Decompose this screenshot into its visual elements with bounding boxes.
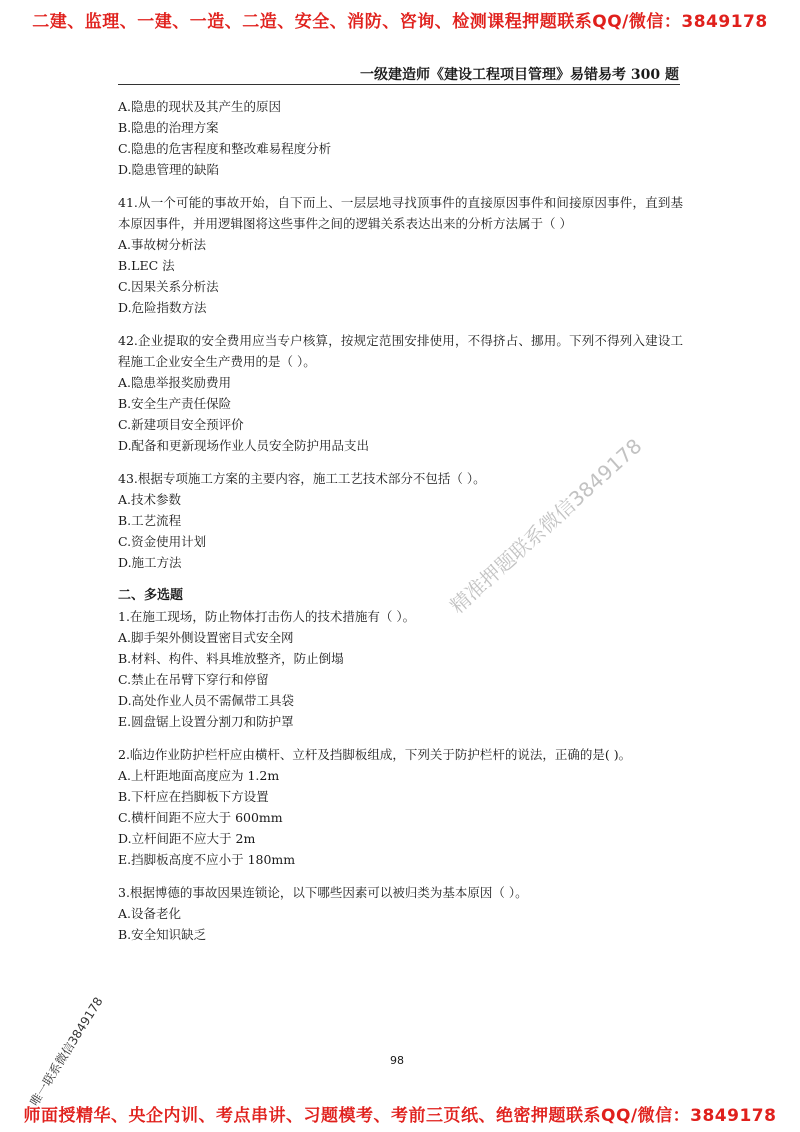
question-stem: 1.在施工现场，防止物体打击伤人的技术措施有（ ）。 [118, 609, 416, 624]
answer-option: D.高处作业人员不需佩带工具袋 [118, 693, 295, 708]
answer-option: A.隐患举报奖励费用 [118, 375, 232, 390]
question-block [118, 585, 683, 732]
answer-option: D.危险指数方法 [118, 300, 207, 315]
diagonal-watermark: 精准押题联系微信3849178 [445, 433, 647, 619]
question-block [118, 330, 683, 456]
answer-option: B.下杆应在挡脚板下方设置 [118, 789, 269, 804]
answer-option: C.禁止在吊臂下穿行和停留 [118, 672, 269, 687]
question-list [118, 96, 683, 945]
section-heading: 二、多选题 [118, 588, 184, 603]
answer-option: B.LEC 法 [118, 258, 175, 273]
question-stem: 3.根据博德的事故因果连锁论，以下哪些因素可以被归类为基本原因（ ）。 [118, 885, 528, 900]
answer-option: B.安全知识缺乏 [118, 927, 207, 942]
answer-option: D.隐患管理的缺陷 [118, 162, 220, 177]
page-header-title: 一级建造师《建设工程项目管理》易错易考 300 题 [360, 67, 679, 83]
answer-option: B.工艺流程 [118, 513, 182, 528]
header-divider [118, 84, 680, 85]
answer-option: E.挡脚板高度不应小于 180mm [118, 852, 296, 867]
answer-option: B.隐患的治理方案 [118, 120, 219, 135]
answer-option: D.施工方法 [118, 555, 182, 570]
top-contact-banner: 二建、监理、一建、一造、二造、安全、消防、咨询、检测课程押题联系QQ/微信：3849178 [32, 12, 768, 32]
answer-option: B.安全生产责任保险 [118, 396, 232, 411]
answer-option: A.设备老化 [118, 906, 182, 921]
question-stem: 41.从一个可能的事故开始，自下而上、一层层地寻找顶事件的直接原因事件和间接原因事件，直到基本原因事件，并用逻辑图将这些事件之间的逻辑关系表达出来的分析方法属于（ ） [118, 195, 683, 231]
question-stem: 2.临边作业防护栏杆应由横杆、立杆及挡脚板组成，下列关于防护栏杆的说法，正确的是( )。 [118, 747, 632, 762]
page-number: 98 [390, 1054, 404, 1067]
answer-option: B.材料、构件、料具堆放整齐，防止倒塌 [118, 651, 344, 666]
answer-option: A.脚手架外侧设置密目式安全网 [118, 630, 294, 645]
answer-option: D.配备和更新现场作业人员安全防护用品支出 [118, 438, 370, 453]
question-block [118, 96, 683, 180]
answer-option: C.资金使用计划 [118, 534, 207, 549]
question-stem: 43.根据专项施工方案的主要内容，施工工艺技术部分不包括（ ）。 [118, 471, 486, 486]
answer-option: C.隐患的危害程度和整改难易程度分析 [118, 141, 332, 156]
answer-option: C.新建项目安全预评价 [118, 417, 244, 432]
question-block [118, 882, 683, 945]
corner-contact-note: 唯一联系微信3849178 [27, 994, 106, 1109]
answer-option: C.因果关系分析法 [118, 279, 219, 294]
question-stem: 42.企业提取的安全费用应当专户核算，按规定范围安排使用，不得挤占、挪用。下列不得列入建设工程施工企业安全生产费用的是（ ）。 [118, 333, 683, 369]
answer-option: A.事故树分析法 [118, 237, 207, 252]
answer-option: E.圆盘锯上设置分割刀和防护罩 [118, 714, 294, 729]
answer-option: C.横杆间距不应大于 600mm [118, 810, 283, 825]
question-block [118, 744, 683, 870]
bottom-contact-banner: 师面授精华、央企内训、考点串讲、习题模考、考前三页纸、绝密押题联系QQ/微信：3849178 [23, 1106, 777, 1126]
question-block [118, 192, 683, 318]
answer-option: A.技术参数 [118, 492, 182, 507]
answer-option: D.立杆间距不应大于 2m [118, 831, 256, 846]
answer-option: A.隐患的现状及其产生的原因 [118, 99, 282, 114]
answer-option: A.上杆距地面高度应为 1.2m [118, 768, 280, 783]
